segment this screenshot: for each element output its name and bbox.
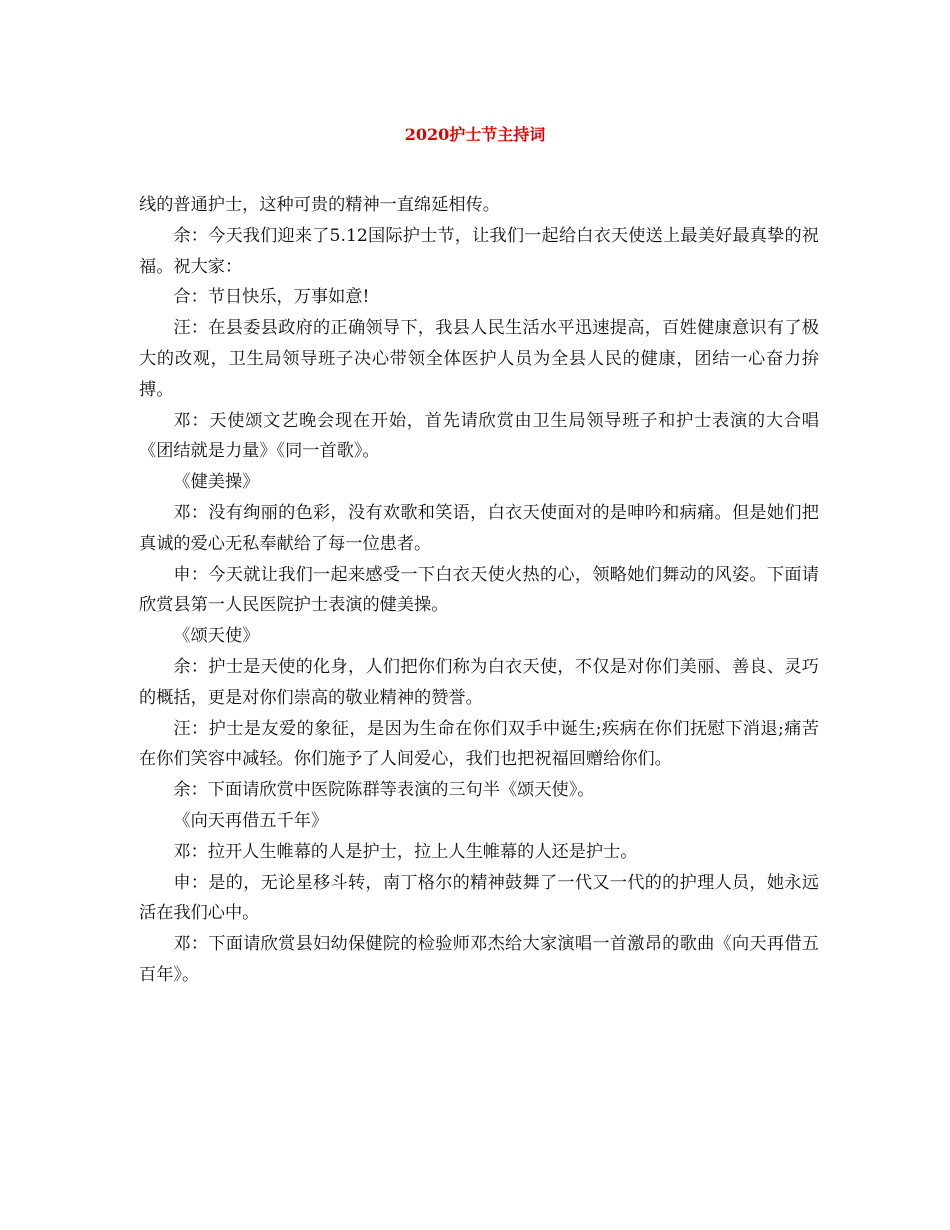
- paragraph: 余：今天我们迎来了5.12国际护士节，让我们一起给白衣天使送上最美好最真挚的祝福。祝大家：: [139, 225, 819, 277]
- paragraph: 余：护士是天使的化身，人们把你们称为白衣天使，不仅是对你们美丽、善良、灵巧的概括，更是对你们崇高的敬业精神的赞誉。: [139, 656, 819, 708]
- program-title: 《向天再借五千年》: [173, 810, 329, 831]
- paragraph: 合：节日快乐，万事如意!: [173, 287, 370, 308]
- paragraph: 邓：没有绚丽的色彩，没有欢歌和笑语，白衣天使面对的是呻吟和病痛。但是她们把真诚的爱心无私奉献给了每一位患者。: [139, 502, 819, 554]
- paragraph: 汪：护士是友爱的象征，是因为生命在你们双手中诞生;疾病在你们抚慰下消退;痛苦在你们笑容中减轻。你们施予了人间爱心，我们也把祝福回赠给你们。: [139, 718, 819, 770]
- paragraph: 余：下面请欣赏中医院陈群等表演的三句半《颂天使》。: [173, 780, 595, 801]
- paragraph: 汪：在县委县政府的正确领导下，我县人民生活水平迅速提高，百姓健康意识有了极大的改观，卫生局领导班子决心带领全体医护人员为全县人民的健康，团结一心奋力拚搏。: [139, 318, 819, 400]
- paragraph: 线的普通护士，这种可贵的精神一直绵延相传。: [139, 195, 500, 215]
- program-title: 《颂天使》: [173, 626, 260, 647]
- paragraph: 邓：拉开人生帷幕的人是护士，拉上人生帷幕的人还是护士。: [173, 841, 638, 862]
- paragraph: 邓：下面请欣赏县妇幼保健院的检验师邓杰给大家演唱一首激昂的歌曲《向天再借五百年》。: [139, 934, 819, 985]
- paragraph: 申：今天就让我们一起来感受一下白衣天使火热的心，领略她们舞动的风姿。下面请欣赏县第一人民医院护士表演的健美操。: [139, 564, 819, 616]
- paragraph: 申：是的，无论星移斗转，南丁格尔的精神鼓舞了一代又一代的的护理人员，她永远活在我们心中。: [139, 872, 819, 924]
- document-title: 2020护士节主持词: [404, 125, 546, 144]
- document-body: [139, 190, 819, 991]
- program-title: 《健美操》: [173, 472, 260, 493]
- paragraph: 邓：天使颂文艺晚会现在开始，首先请欣赏由卫生局领导班子和护士表演的大合唱《团结就是力量》《同一首歌》。: [139, 410, 819, 462]
